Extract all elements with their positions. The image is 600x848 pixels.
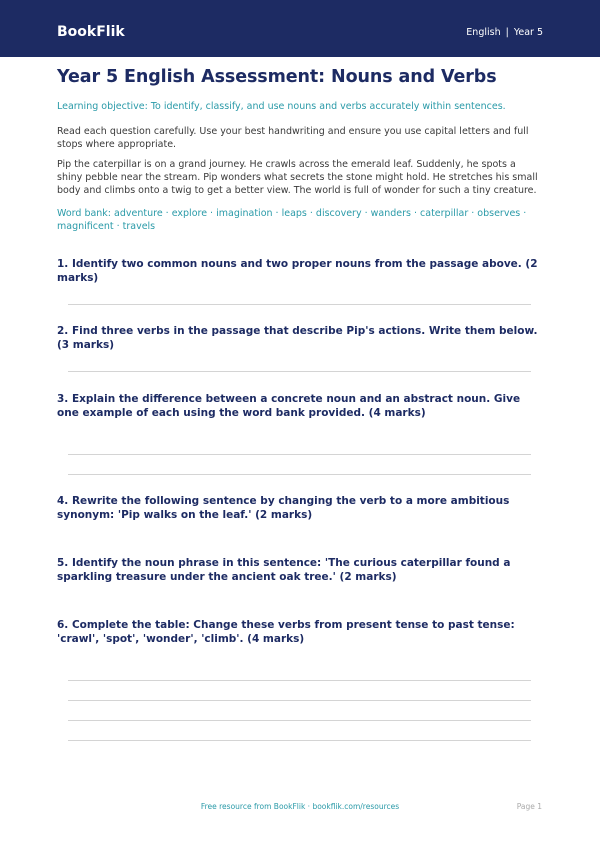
header-bar: [0, 0, 600, 57]
subject-label: English: [466, 27, 501, 38]
learning-objective: Learning objective: To identify, classify, and use nouns and verbs accurately within sentences.: [57, 101, 506, 112]
question-6: 6. Complete the table: Change these verbs from present tense to past tense: 'crawl', 'spot', 'wonder', 'climb'. (4 marks): [57, 619, 515, 645]
page-title: Year 5 English Assessment: Nouns and Verbs: [57, 67, 497, 87]
answer-line-1a[interactable]: [68, 304, 531, 305]
page-number: Page 1: [516, 802, 542, 811]
document-intro: [57, 66, 543, 233]
footer-link[interactable]: Free resource from BookFlik · bookflik.com/resources: [200, 802, 400, 811]
header-meta: [466, 27, 543, 39]
answer-line-3b[interactable]: [68, 474, 531, 475]
question-1: 1. Identify two common nouns and two proper nouns from the passage above. (2 marks): [57, 258, 538, 284]
answer-line-6b[interactable]: [68, 700, 531, 701]
answer-line-6c[interactable]: [68, 720, 531, 721]
reading-passage: Pip the caterpillar is on a grand journey. He crawls across the emerald leaf. Suddenly, he spots a shiny pebble near the stream. Pip wonders what secrets the stone might hold. He stretches his small body and climbs onto a twig to get a better view. The world is full of wonder for such a tiny creature.: [57, 159, 538, 196]
question-3: 3. Explain the difference between a concrete noun and an abstract noun. Give one example of each using the word bank provided. (4 marks): [57, 393, 521, 419]
answer-line-3a[interactable]: [68, 454, 531, 455]
year-label: Year 5: [513, 27, 543, 38]
question-5: 5. Identify the noun phrase in this sentence: 'The curious caterpillar found a sparkling treasure under the ancient oak tree.' (2 marks): [57, 557, 511, 583]
word-bank: Word bank: adventure · explore · imagination · leaps · discovery · wanders · caterpillar · observes · magnificent · travels: [57, 208, 527, 232]
question-2: 2. Find three verbs in the passage that describe Pip's actions. Write them below. (3 marks): [57, 325, 538, 351]
instructions-text: Read each question carefully. Use your best handwriting and ensure you use capital letters and full stops where appropriate.: [57, 126, 529, 150]
meta-separator: |: [505, 27, 509, 38]
answer-line-6a[interactable]: [68, 680, 531, 681]
answer-line-2a[interactable]: [68, 371, 531, 372]
footer: [0, 802, 600, 814]
answer-line-6d[interactable]: [68, 740, 531, 741]
question-4: 4. Rewrite the following sentence by changing the verb to a more ambitious synonym: 'Pip walks on the leaf.' (2 marks): [57, 495, 510, 521]
brand-logo[interactable]: BookFlik: [57, 24, 125, 40]
